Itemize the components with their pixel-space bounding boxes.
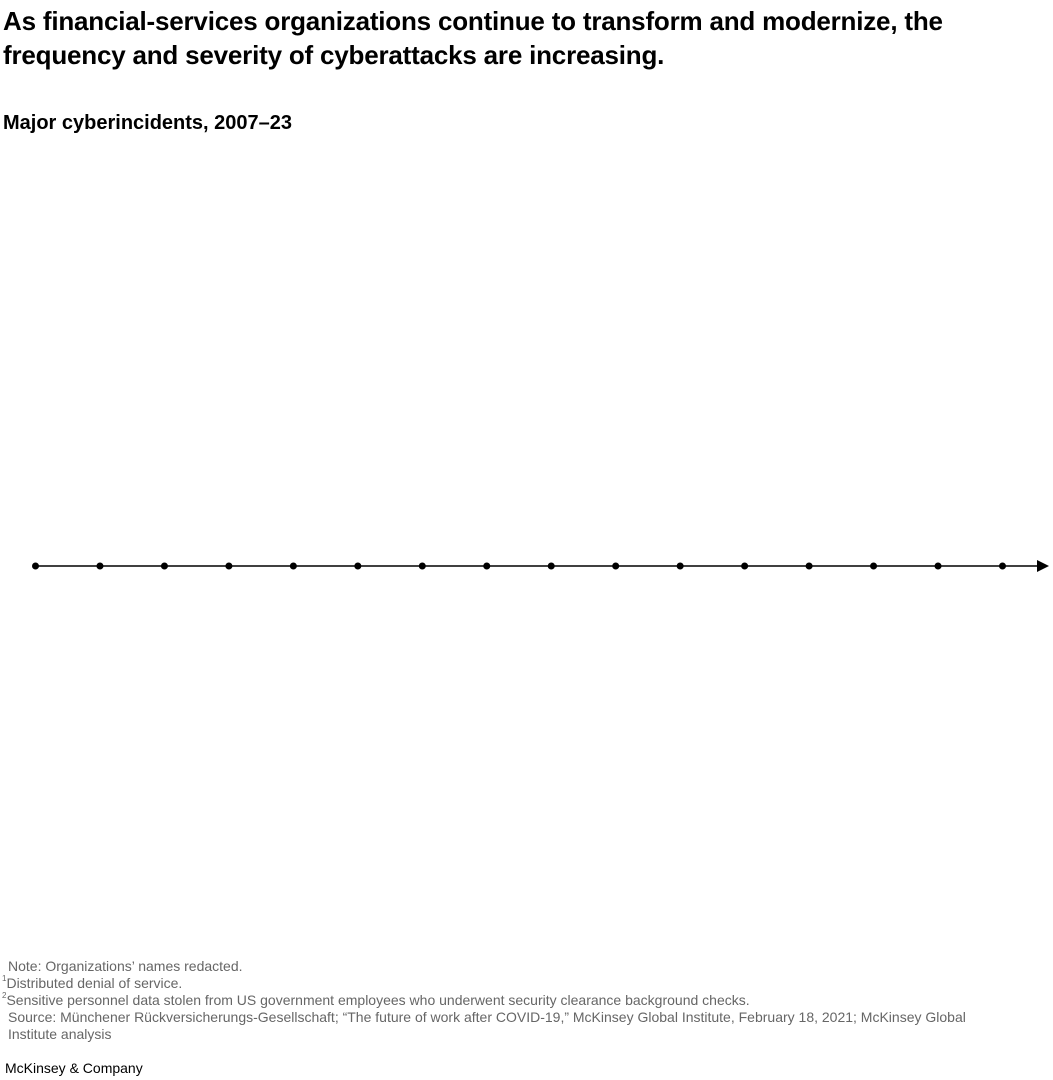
timeline-dot bbox=[999, 563, 1006, 570]
timeline-arrowhead bbox=[1037, 560, 1049, 572]
note-text: Note: Organizations’ names redacted. bbox=[8, 958, 243, 974]
chart-title: As financial-services organizations continue to transform and modernize, the frequency and severity of cyberattacks are increasing. bbox=[3, 6, 943, 70]
timeline-dot bbox=[677, 563, 684, 570]
timeline-dot bbox=[741, 563, 748, 570]
timeline-axis bbox=[0, 550, 1053, 582]
footnote-marker: 1 bbox=[2, 974, 7, 983]
timeline-dot bbox=[161, 563, 168, 570]
timeline-dot bbox=[870, 563, 877, 570]
timeline-dot bbox=[354, 563, 361, 570]
timeline-dot bbox=[96, 563, 103, 570]
footnote-1: Distributed denial of service. bbox=[6, 975, 183, 991]
chart-subtitle: Major cyberincidents, 2007–23 bbox=[3, 112, 293, 134]
footnote-2: Sensitive personnel data stolen from US government employees who underwent security clearance background checks. bbox=[6, 992, 750, 1008]
timeline-dot bbox=[225, 563, 232, 570]
brand-logo-text: McKinsey & Company bbox=[5, 1060, 143, 1076]
timeline-dot bbox=[32, 563, 39, 570]
timeline-dot bbox=[806, 563, 813, 570]
footnote-marker: 2 bbox=[2, 991, 7, 1000]
footnotes bbox=[2, 958, 1002, 1043]
timeline-dot bbox=[548, 563, 555, 570]
timeline-dot bbox=[290, 563, 297, 570]
timeline-dot bbox=[483, 563, 490, 570]
timeline-dot bbox=[612, 563, 619, 570]
timeline-dot bbox=[935, 563, 942, 570]
timeline-dot bbox=[419, 563, 426, 570]
source-text: Source: Münchener Rückversicherungs-Gesellschaft; “The future of work after COVID-19,” McKinsey Global Institute, February 18, 2021; McKinsey Global Institute analysis bbox=[8, 1009, 966, 1042]
